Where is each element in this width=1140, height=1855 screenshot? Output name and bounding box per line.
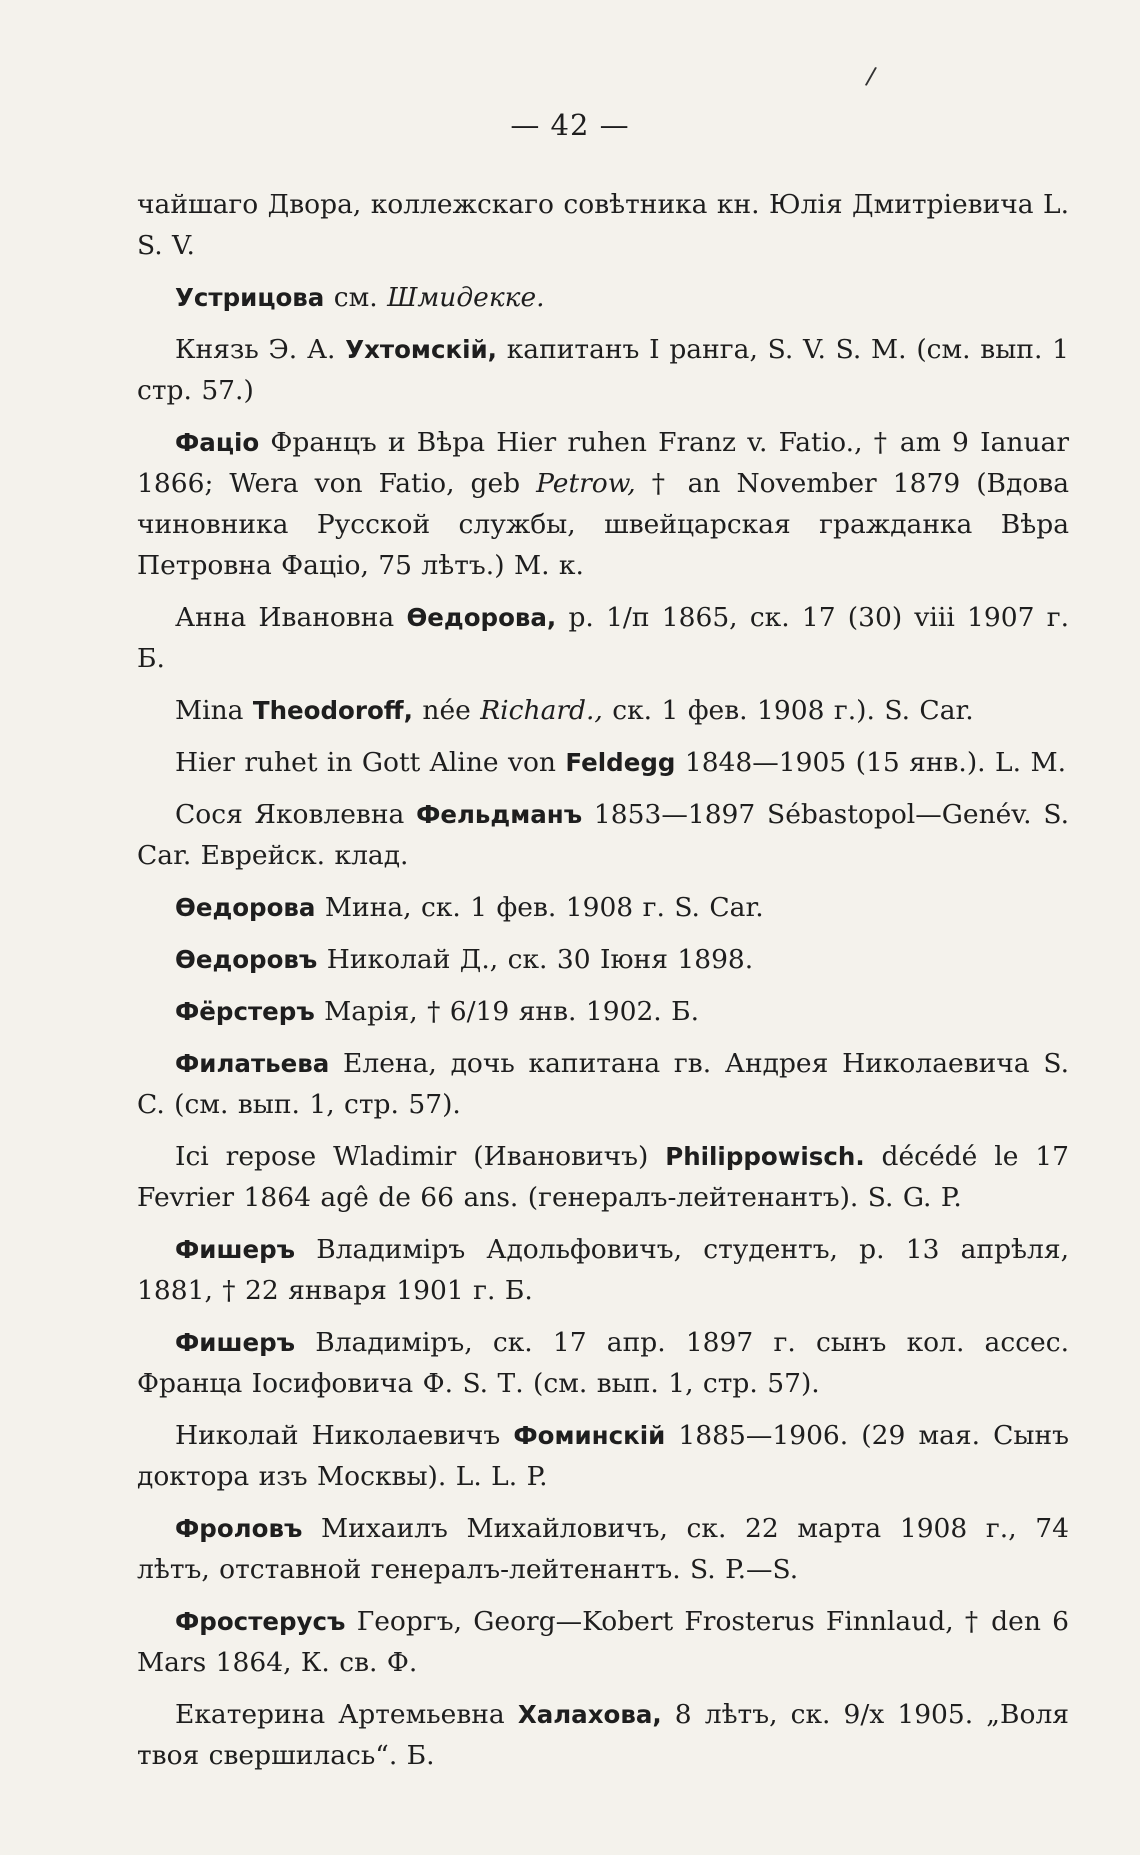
entry-paragraph bbox=[137, 1601, 1069, 1683]
entry-italic-text: Шмидекке. bbox=[387, 282, 545, 313]
entry-paragraph bbox=[137, 1415, 1069, 1497]
entry-text: Сося Яковлевна bbox=[175, 799, 417, 830]
entry-paragraph bbox=[137, 690, 1069, 731]
entry-text: Ici repose Wladimir (Ивановичъ) bbox=[175, 1141, 666, 1172]
entry-text: Анна Ивановна bbox=[175, 602, 407, 633]
entry-text: décédé le 17 Fevrier 1864 agê de 66 ans. (генералъ-лейтенантъ). S. G. P. bbox=[137, 1141, 1070, 1213]
entry-surname: Фоминскій bbox=[513, 1421, 666, 1450]
entry-text: Князь Э. А. bbox=[175, 334, 346, 365]
entry-paragraph bbox=[137, 597, 1069, 679]
entry-paragraph bbox=[137, 991, 1069, 1032]
entry-paragraph bbox=[137, 184, 1069, 266]
entry-surname: Ѳедорова bbox=[175, 893, 316, 922]
entry-text: см. bbox=[324, 282, 388, 313]
entry-text: † an November 1879 (Вдова чиновника Русской службы, швейцарская гражданка Вѣра Петровна Фаціо, 75 лѣтъ.) M. к. bbox=[137, 468, 1069, 581]
entry-surname: Ѳедоровъ bbox=[175, 945, 318, 974]
entry-paragraph bbox=[137, 1508, 1069, 1590]
corner-pen-mark: / bbox=[864, 61, 878, 91]
entry-surname: Халахова, bbox=[517, 1700, 662, 1729]
entry-text: чайшаго Двора, коллежскаго совѣтника кн. Юлія Дмитріевича L. S. V. bbox=[137, 189, 1069, 261]
entry-text: Николай Д., ск. 30 Іюня 1898. bbox=[317, 944, 754, 975]
entry-paragraph bbox=[137, 277, 1069, 318]
entry-surname: Фельдманъ bbox=[416, 800, 583, 829]
entry-text: Николай Николаевичъ bbox=[175, 1420, 514, 1451]
entry-text: р. 1/п 1865, ск. 17 (30) viii 1907 г. Б. bbox=[137, 602, 1070, 674]
page-number: — 42 — bbox=[510, 108, 630, 142]
entry-text: Францъ и Вѣра Hier ruhen Franz v. Fatio., † am 9 Ianuar 1866; Wera von Fatio, geb bbox=[137, 427, 1069, 499]
entry-text: Георгъ, Georg—Kobert Frosterus Finnlaud, † den 6 Mars 1864, К. св. Ф. bbox=[137, 1606, 1069, 1678]
entry-text: Владиміръ, ск. 17 апр. 1897 г. сынъ кол. ассес. Франца Іосифовича Ф. S. Т. (см. вып. 1, стр. 57). bbox=[137, 1327, 1069, 1399]
entry-text: Мина, ск. 1 фев. 1908 г. S. Car. bbox=[315, 892, 764, 923]
entry-italic-text: Petrow, bbox=[536, 468, 636, 499]
entry-italic-text: Richard., bbox=[480, 695, 603, 726]
entry-list bbox=[137, 184, 1069, 1787]
entry-paragraph bbox=[137, 1229, 1069, 1311]
entry-surname: Фроловъ bbox=[175, 1514, 303, 1543]
entry-paragraph bbox=[137, 939, 1069, 980]
entry-surname: Theodoroff, bbox=[252, 696, 413, 725]
entry-text: Hier ruhet in Gott Aline von bbox=[175, 747, 566, 778]
entry-text: Екатерина Артемьевна bbox=[175, 1699, 518, 1730]
entry-surname: Philippowisch. bbox=[665, 1142, 865, 1171]
entry-surname: Фишеръ bbox=[175, 1328, 296, 1357]
entry-paragraph bbox=[137, 422, 1069, 586]
entry-surname: Ухтомскій, bbox=[345, 335, 497, 364]
entry-paragraph bbox=[137, 329, 1069, 411]
entry-surname: Устрицова bbox=[175, 283, 325, 312]
entry-text: 1853—1897 Sébastopol—Genév. S. Car. Еврейск. клад. bbox=[137, 799, 1069, 871]
entry-text: ск. 1 фев. 1908 г.). S. Car. bbox=[602, 695, 974, 726]
entry-surname: Фёрстеръ bbox=[175, 997, 315, 1026]
entry-text: Владиміръ Адольфовичъ, студентъ, р. 13 апрѣля, 1881, † 22 января 1901 г. Б. bbox=[137, 1234, 1069, 1306]
entry-text: капитанъ I ранга, S. V. S. M. (см. вып. 1 стр. 57.) bbox=[137, 334, 1069, 406]
entry-paragraph bbox=[137, 742, 1069, 783]
entry-surname: Фростерусъ bbox=[175, 1607, 346, 1636]
entry-text: Михаилъ Михайловичъ, ск. 22 марта 1908 г., 74 лѣтъ, отставной генералъ-лейтенантъ. S. P.—S. bbox=[137, 1513, 1069, 1585]
entry-text: 1848—1905 (15 янв.). L. M. bbox=[675, 747, 1067, 778]
entry-paragraph bbox=[137, 794, 1069, 876]
entry-surname: Ѳедорова, bbox=[406, 603, 557, 632]
entry-paragraph bbox=[137, 1043, 1069, 1125]
entry-surname: Филатьева bbox=[175, 1049, 330, 1078]
entry-text: 1885—1906. (29 мая. Сынъ доктора изъ Москвы). L. L. P. bbox=[137, 1420, 1069, 1492]
entry-surname: Фаціо bbox=[175, 428, 260, 457]
entry-surname: Фишеръ bbox=[175, 1235, 296, 1264]
entry-surname: Feldegg bbox=[565, 748, 676, 777]
entry-text: Mina bbox=[175, 695, 253, 726]
entry-text: Марія, † 6/19 янв. 1902. Б. bbox=[314, 996, 700, 1027]
entry-text: 8 лѣтъ, ск. 9/х 1905. „Воля твоя свершилась“. Б. bbox=[137, 1699, 1070, 1771]
entry-paragraph bbox=[137, 1322, 1069, 1404]
entry-text: Елена, дочь капитана гв. Андрея Николаевича S. C. (см. вып. 1, стр. 57). bbox=[137, 1048, 1069, 1120]
entry-text: née bbox=[412, 695, 481, 726]
entry-paragraph bbox=[137, 1694, 1069, 1776]
entry-paragraph bbox=[137, 887, 1069, 928]
entry-paragraph bbox=[137, 1136, 1069, 1218]
